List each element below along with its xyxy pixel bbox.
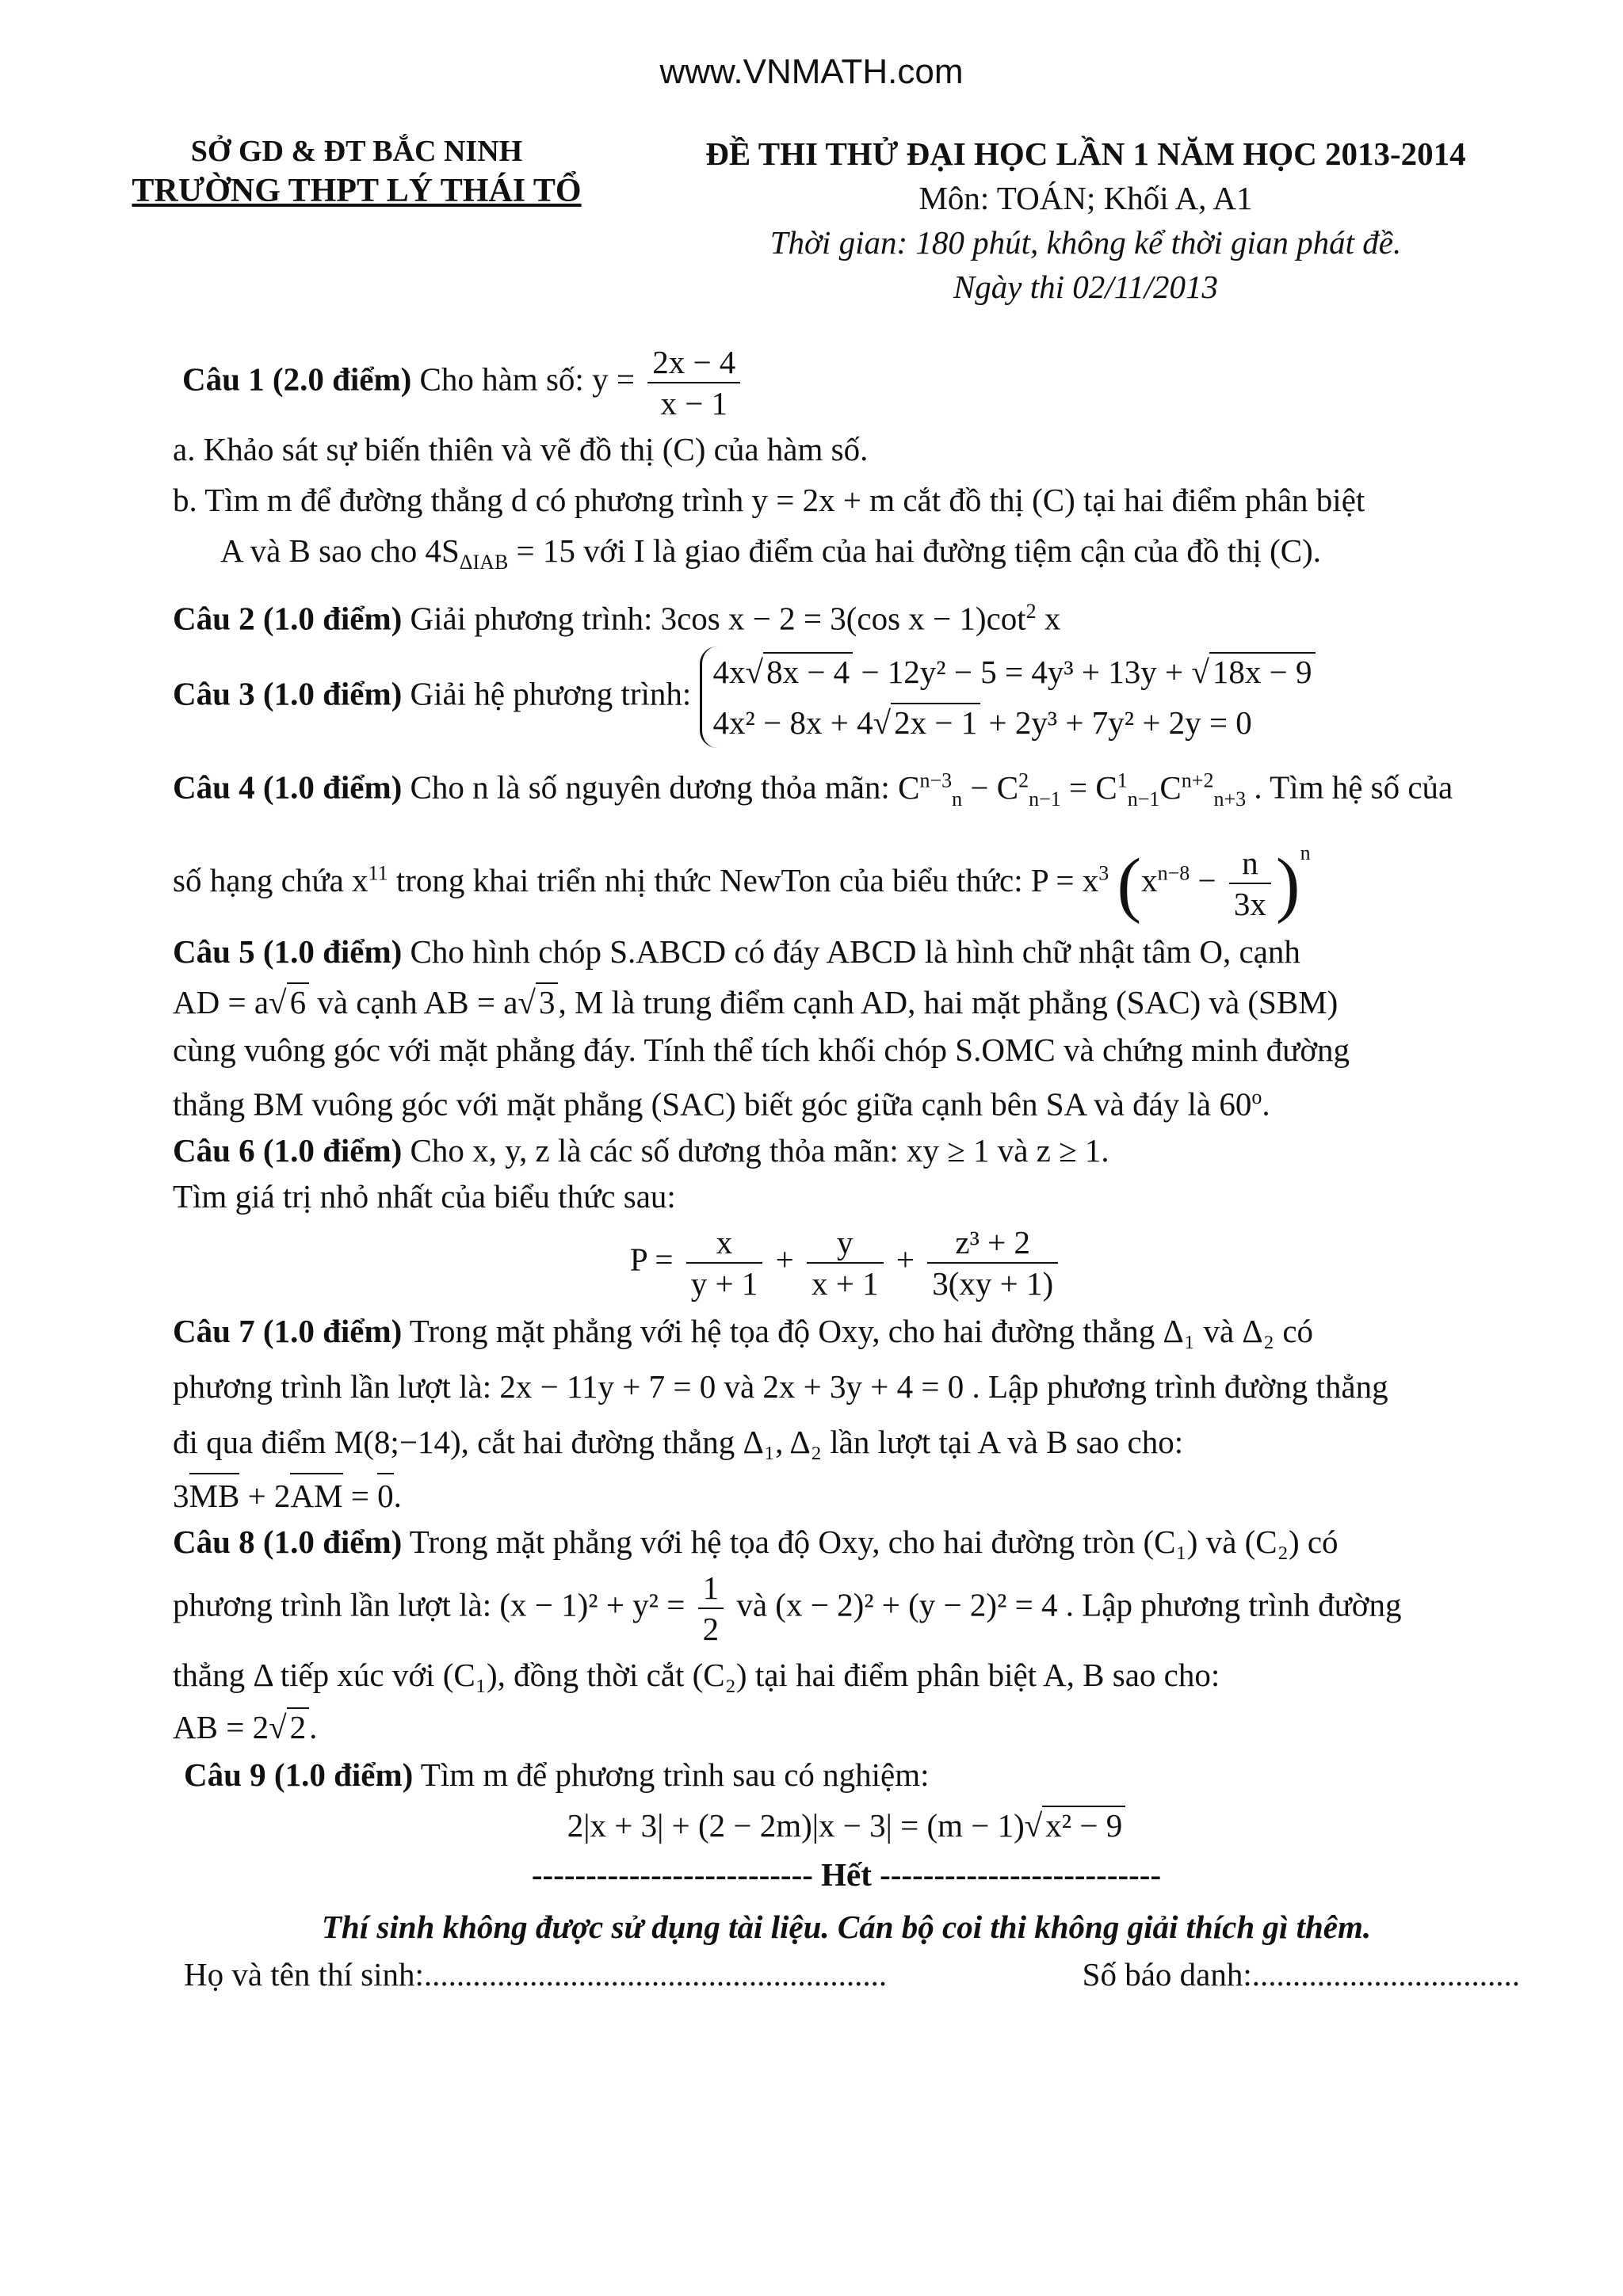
question-text: Cho n là số nguyên dương thỏa mãn: (410, 769, 890, 806)
sub: n+3 (1213, 787, 1247, 810)
text: AD = a (173, 984, 269, 1021)
text: + 2y³ + 7y² + 2y = 0 (980, 704, 1252, 741)
text: . (393, 1477, 402, 1514)
text: AB = 2 (173, 1708, 269, 1745)
question-label: Câu 6 (1.0 điểm) (173, 1131, 403, 1169)
question-7-line3: đi qua điểm M(8;−14), cắt hai đường thẳng Δ₁, Δ₂ lần lượt tại A và B sao cho: (173, 1423, 1184, 1460)
fraction (1229, 843, 1271, 924)
fraction (686, 1222, 763, 1303)
question-2 (173, 590, 1520, 640)
text: + (896, 1241, 915, 1278)
exponent: 3 (1098, 861, 1109, 885)
text: , M là trung điểm cạnh AD, hai mặt phẳng (SAC) và (SBM) (558, 984, 1338, 1021)
exam-body (173, 342, 1520, 1996)
school-name: TRƯỜNG THPT LÝ THÁI TỔ (132, 173, 582, 209)
subscript: ΔIAB (459, 551, 509, 574)
question-text: Cho hình chóp S.ABCD có đáy ABCD là hình chữ nhật tâm O, cạnh (410, 933, 1300, 971)
candidate-info (173, 1953, 1520, 1996)
fraction (698, 1568, 724, 1649)
question-label: Câu 4 (1.0 điểm) (173, 769, 403, 806)
question-text: Giải phương trình: 3cos x − 2 = 3(cos x − 1)cot (410, 600, 1026, 637)
fraction (647, 342, 740, 423)
exam-title: ĐỀ THI THỬ ĐẠI HỌC LẦN 1 NĂM HỌC 2013-2014 (705, 135, 1466, 172)
radicand: 6 (287, 982, 310, 1020)
numerator: z³ + 2 (927, 1222, 1058, 1264)
text: A và B sao cho 4S (220, 532, 460, 569)
question-9 (173, 1753, 1520, 1796)
end-marker: -------------------------- Hết -------------------------- (531, 1855, 1162, 1893)
question-4 (173, 759, 1520, 821)
sub: n−1 (1029, 787, 1061, 810)
text: − (962, 769, 997, 806)
question-1b: b. Tìm m để đường thẳng d có phương trình y = 2x + m cắt đồ thị (C) tại hai điểm phân biệt (173, 482, 1365, 518)
text: C (1095, 769, 1117, 806)
question-1b-continued (173, 529, 1520, 584)
text: = (1060, 769, 1096, 806)
question-label: Câu 2 (1.0 điểm) (173, 600, 403, 637)
sup: 2 (1018, 768, 1029, 791)
text: 2|x + 3| + (2 − 2m)|x − 3| = (m − 1) (567, 1806, 1025, 1844)
sub: n−1 (1127, 787, 1160, 810)
text: = 15 với I là giao điểm của hai đường tiệm cận của đồ thị (C). (508, 532, 1322, 569)
exam-subject: Môn: TOÁN; Khối A, A1 (918, 180, 1253, 216)
exam-time: Thời gian: 180 phút, không kể thời gian phát đề. (769, 224, 1402, 261)
equation-system (700, 646, 1316, 748)
question-label: Câu 5 (1.0 điểm) (173, 933, 403, 971)
denominator: x − 1 (660, 385, 728, 421)
question-text: Cho hàm số: (419, 360, 584, 398)
radicand: 18x − 9 (1209, 652, 1316, 690)
question-7-line2: phương trình lần lượt là: 2x − 11y + 7 = 0 và 2x + 3y + 4 = 0 . Lập phương trình đường thẳng (173, 1367, 1388, 1405)
text: C (996, 769, 1019, 806)
text: . Tìm hệ số của (1254, 769, 1453, 806)
site-watermark: www.VNMATH.com (659, 52, 964, 91)
equation-2: 4x² − 8x + 4√2x − 1 + 2y³ + 7y² + 2y = 0 (712, 704, 1252, 741)
text: trong khai triển nhị thức NewTon của biểu thức: P = x (388, 861, 1099, 898)
equation-1: 4x√8x − 4 − 12y² − 5 = 4y³ + 13y + √18x − 9 (713, 646, 1316, 697)
text: + 2 (239, 1477, 291, 1514)
exponent: 11 (368, 861, 388, 885)
exponent: 2 (1025, 600, 1037, 624)
fraction (807, 1222, 884, 1303)
question-text: Trong mặt phẳng với hệ tọa độ Oxy, cho hai đường tròn (C₁) và (C₂) có (409, 1523, 1338, 1560)
question-6-line2: Tìm giá trị nhỏ nhất của biểu thức sau: (173, 1177, 676, 1215)
question-text: Giải hệ phương trình: (410, 675, 692, 712)
department-name: SỞ GD & ĐT BẮC NINH (190, 135, 523, 168)
question-5 (173, 930, 1520, 973)
equation-9: 2|x + 3| + (2 − 2m)|x − 3| = (m − 1)√x² − 9 (173, 1804, 1520, 1847)
school-header (111, 132, 602, 211)
text: 4x (712, 653, 746, 690)
radicand: 2x − 1 (891, 703, 980, 741)
expression-p (173, 1222, 1520, 1303)
question-text: Tìm m để phương trình sau có nghiệm: (420, 1756, 930, 1793)
exam-date: Ngày thi 02/11/2013 (953, 269, 1219, 305)
text: C (898, 769, 920, 806)
text: phương trình lần lượt là: (x − 1)² + y² = (173, 1586, 685, 1623)
text: + (775, 1241, 794, 1278)
question-3 (173, 646, 1520, 748)
question-8 (173, 1520, 1520, 1563)
question-text: Trong mặt phẳng với hệ tọa độ Oxy, cho hai đường thẳng Δ₁ và Δ₂ có (409, 1312, 1314, 1349)
vector: AM (290, 1473, 342, 1517)
text: − (1190, 861, 1224, 898)
candidate-id-field: Số báo danh:................................. (1082, 1955, 1520, 1993)
question-1a: a. Khảo sát sự biến thiên và vẽ đồ thị (C) của hàm số. (173, 431, 869, 467)
text: và (x − 2)² + (y − 2)² = 4 . Lập phương trình đường (728, 1586, 1402, 1623)
question-7-line4 (173, 1473, 1520, 1517)
fraction (927, 1222, 1058, 1303)
question-5-line4 (173, 1076, 1520, 1126)
exam-note: Thí sinh không được sử dụng tài liệu. Cán bộ coi thi không giải thích gì thêm. (321, 1908, 1372, 1945)
sup: n−3 (919, 768, 953, 791)
text: C (1159, 769, 1182, 806)
text: và cạnh AB = a (309, 984, 518, 1021)
denominator: 2 (702, 1610, 720, 1647)
degree: o (1251, 1085, 1262, 1109)
text: − 12y² − 5 = 4y³ + 13y + (853, 653, 1192, 690)
exponent: n (1300, 841, 1311, 864)
paren: ) (1275, 843, 1300, 925)
sub: n (952, 787, 963, 810)
radicand: 3 (536, 982, 559, 1020)
exam-header (634, 132, 1537, 309)
text: P = (629, 1241, 674, 1278)
text: . (309, 1708, 318, 1745)
radicand: x² − 9 (1042, 1806, 1125, 1844)
text: x (1036, 600, 1061, 637)
numerator: 2x − 4 (647, 342, 740, 383)
denominator: y + 1 (690, 1264, 758, 1302)
text: x (1141, 861, 1158, 898)
sup: 1 (1117, 768, 1128, 791)
denominator: x + 1 (811, 1264, 879, 1302)
question-label: Câu 7 (1.0 điểm) (173, 1312, 403, 1349)
question-7 (173, 1310, 1520, 1352)
numerator: x (686, 1222, 763, 1264)
radicand: 8x − 4 (763, 652, 853, 690)
exponent: n−8 (1157, 861, 1190, 885)
vector: 0 (377, 1473, 394, 1517)
sup: n+2 (1181, 768, 1214, 791)
text: số hạng chứa x (173, 861, 369, 898)
question-5-line3: cùng vuông góc với mặt phẳng đáy. Tính thể tích khối chóp S.OMC và chứng minh đường (173, 1032, 1350, 1069)
question-text: Cho x, y, z là các số dương thỏa mãn: xy ≥ 1 và z ≥ 1. (410, 1131, 1109, 1169)
text: 3 (173, 1477, 189, 1514)
question-label: Câu 1 (2.0 điểm) (182, 360, 412, 398)
denominator: 3(xy + 1) (932, 1264, 1054, 1302)
paren: ( (1117, 843, 1142, 925)
question-8-line4: AB = 2√2. (173, 1708, 318, 1745)
numerator: n (1229, 843, 1271, 884)
formula: y = (592, 360, 635, 398)
question-5-line2: AD = a√6 và cạnh AB = a√3, M là trung điểm cạnh AD, hai mặt phẳng (SAC) và (SBM) (173, 984, 1338, 1021)
question-label: Câu 9 (1.0 điểm) (184, 1756, 414, 1793)
radicand: 2 (287, 1707, 310, 1745)
combination-formula (898, 768, 1254, 810)
candidate-name-field: Họ và tên thí sinh:......................................................... (184, 1955, 888, 1993)
numerator: 1 (698, 1568, 724, 1609)
question-1 (173, 342, 1520, 423)
vector: MB (189, 1473, 240, 1517)
text: 4x² − 8x + 4 (712, 704, 873, 741)
text: = (342, 1477, 378, 1514)
text: thẳng BM vuông góc với mặt phẳng (SAC) biết góc giữa cạnh bên SA và đáy là 60 (173, 1085, 1252, 1123)
question-8-line3: thẳng Δ tiếp xúc với (C₁), đồng thời cắt (C₂) tại hai điểm phân biệt A, B sao cho: (173, 1656, 1220, 1693)
question-label: Câu 3 (1.0 điểm) (173, 675, 403, 712)
numerator: y (807, 1222, 884, 1264)
question-8-line2 (173, 1568, 1520, 1649)
question-4-continued (173, 832, 1520, 925)
question-label: Câu 8 (1.0 điểm) (173, 1523, 403, 1560)
denominator: 3x (1233, 886, 1266, 923)
text: . (1262, 1085, 1270, 1123)
question-6 (173, 1129, 1520, 1172)
